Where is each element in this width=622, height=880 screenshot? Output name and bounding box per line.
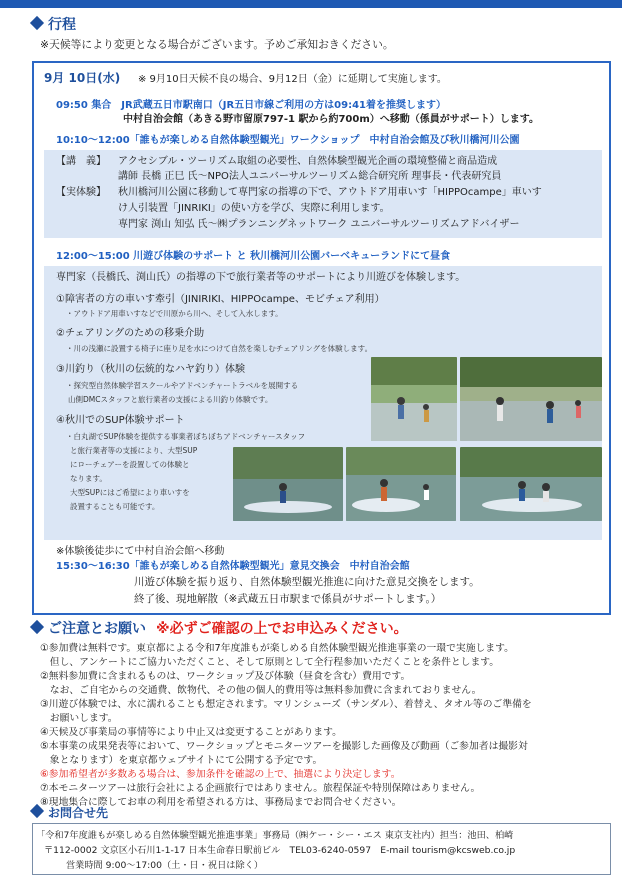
notice-item: ②無料参加費に含まれるものは、ワークショップ及び体験（昼食を含む）費用です。	[40, 671, 411, 682]
notice-heading-text: ご注意とお願い	[48, 621, 146, 637]
photo-fishing-2	[460, 357, 602, 441]
item2-sub: ・川の浅瀬に設置する椅子に座り足を水につけて自然を楽しむチェアリングを体験します。	[66, 344, 373, 353]
event-date: 9月 10日(水)	[44, 71, 121, 85]
notice-item: ①参加費は無料です。東京都による令和7年度誰もが楽しめる自然体験型観光推進事業の一環で実施します。	[40, 643, 514, 654]
item4-sub1: ・白丸湖でSUP体験を提供する事業者ぼちぼちアドベンチャースタッフ	[66, 432, 306, 441]
photo-sup-2	[346, 447, 456, 521]
notice-item: 但し、アンケートにご協力いただくこと、そして原則として全行程参加いただくことを条件とします。	[40, 657, 500, 668]
diamond-icon	[30, 804, 44, 818]
contact-heading-text: お問合せ先	[48, 806, 109, 820]
notice-item: ③川遊び体験では、水に濡れることも想定されます。マリンシューズ（サンダル）、着替え、タオル等のご準備を	[40, 699, 532, 710]
workshop-title: 10:10～12:00「誰もが楽しめる自然体験型観光」ワークショップ 中村自治会館及び秋川橋河川公園	[56, 135, 520, 146]
schedule-heading-text: 行程	[48, 17, 76, 33]
item1-title: ①障害者の方の車いす牽引（JINIRIKI、HIPPOcampe、モビチェア利用）	[56, 294, 385, 305]
photo-fishing-1	[371, 357, 457, 441]
lecture-text: アクセシブル・ツーリズム取組の必要性、自然体験型観光企画の環境整備と商品造成	[118, 156, 498, 167]
notice-item: 象となります）を東京都ウェブサイトにて公開する予定です。	[40, 755, 323, 766]
contact-heading	[32, 806, 108, 822]
practice-speaker: 専門家 渕山 知弘 氏～㈱プランニングネットワーク ユニバーサルツーリズムアドバイザー	[118, 219, 520, 230]
contact-line3: 営業時間 9:00～17:00（土・日・祝日は除く）	[66, 860, 264, 871]
item1-sub: ・アウトドア用車いすなどで川原から川へ、そして入水します。	[66, 309, 283, 318]
notice-item: ④天候及び事業局の事情等により中止又は変更することがあります。	[40, 727, 342, 738]
diamond-icon	[30, 620, 44, 634]
exchange-title: 15:30～16:30「誰もが楽しめる自然体験型観光」意見交換会 中村自治会館	[56, 561, 410, 572]
item4-sub2: と旅行業者等の支援により、大型SUP	[70, 446, 198, 455]
item3-sub1: ・探究型自然体験学習スクールやアドベンチャートラベルを展開する	[66, 381, 299, 390]
item3-title: ③川釣り（秋川の伝統的なハヤ釣り）体験	[56, 364, 245, 375]
contact-line2: 〒112-0002 文京区小石川1-1-17 日本生命春日駅前ビル TEL03-6240-0597 E-mail tourism@kcsweb.co.jp	[44, 845, 516, 856]
item4-sub5: 大型SUPにはご希望により車いすを	[70, 488, 190, 497]
notice-heading-red: ※必ずご確認の上でお申込みください。	[156, 621, 408, 637]
item3-sub2: 山側DMCスタッフと旅行業者の支援による川釣り体験です。	[68, 395, 273, 404]
photo-sup-1	[233, 447, 343, 521]
notice-item: ⑤本事業の成果発表等において、ワークショップとモニターツアーを撮影した画像及び動画（ご参加者は撮影対	[40, 741, 528, 752]
lunch-intro: 専門家（長橋氏、渕山氏）の指導の下で旅行業者等のサポートにより川遊びを体験します。	[56, 272, 466, 283]
notice-heading	[32, 620, 408, 638]
photo-sup-3	[460, 447, 602, 521]
item2-title: ②チェアリングのための移乗介助	[56, 328, 205, 339]
practice-label: 【実体験】	[56, 187, 106, 198]
meet-time: 09:50 集合 JR武蔵五日市駅南口（JR五日市線ご利用の方は09:41着を推奨します）	[56, 100, 446, 111]
meet-place: 中村自治会館（あきる野市留原797-1 駅から約700m）へ移動（係員がサポート）します。	[123, 114, 539, 125]
schedule-caution: ※天候等により変更となる場合がございます。予めご承知おきください。	[40, 38, 394, 51]
top-color-bar	[0, 0, 622, 8]
notice-item: ⑧現地集合に際してお車の利用を希望される方は、事務局までお問合せください。	[40, 797, 402, 808]
lecture-label: 【講 義】	[56, 156, 106, 167]
item4-sub6: 設置することも可能です。	[70, 502, 160, 511]
item4-sub4: なります。	[70, 474, 107, 483]
walk-note: ※体験後徒歩にて中村自治会館へ移動	[56, 546, 225, 557]
diamond-icon	[30, 16, 44, 30]
item4-sub3: にローチェアーを設置しての体験と	[70, 460, 190, 469]
practice-text1: 秋川橋河川公園に移動して専門家の指導の下で、アウトドア用車いす「HIPPOcampe」車いす	[118, 187, 542, 198]
lecture-speaker: 講師 長橋 正巳 氏～NPO法人ユニバーサルツーリズム総合研究所 理事長・代表研究員	[118, 171, 502, 182]
notice-item: なお、ご自宅からの交通費、飲物代、その他の個人的費用等は無料参加費に含まれておりません。	[40, 685, 482, 696]
exchange-text1: 川遊び体験を振り返り、自然体験型観光推進に向けた意見交換をします。	[134, 576, 480, 588]
notice-item: ⑥参加希望者が多数ある場合は、参加条件を確認の上で、抽選により決定します。	[40, 769, 401, 780]
lunch-title: 12:00～15:00 川遊び体験のサポート と 秋川橋河川公園バーベキューランドにて昼食	[56, 251, 451, 262]
notice-item: ⑦本モニターツアーは旅行会社による企画旅行ではありません。旅程保証や特別保障はありません。	[40, 783, 481, 794]
item4-title: ④秋川でのSUP体験サポート	[56, 415, 185, 426]
notice-item: お願いします。	[40, 713, 118, 724]
date-note: ※ 9月10日天候不良の場合、9月12日（金）に延期して実施します。	[138, 74, 447, 85]
contact-line1: 「令和7年度誰もが楽しめる自然体験型観光推進事業」事務局（㈱ケー・シー・エス 東京支社内）担当：池田、柏崎	[36, 830, 514, 841]
practice-text2: け人引装置「JINRIKI」の使い方を学び、実際に利用します。	[118, 203, 390, 214]
exchange-text2: 終了後、現地解散（※武蔵五日市駅まで係員がサポートします。）	[134, 593, 442, 605]
schedule-heading	[32, 16, 76, 34]
